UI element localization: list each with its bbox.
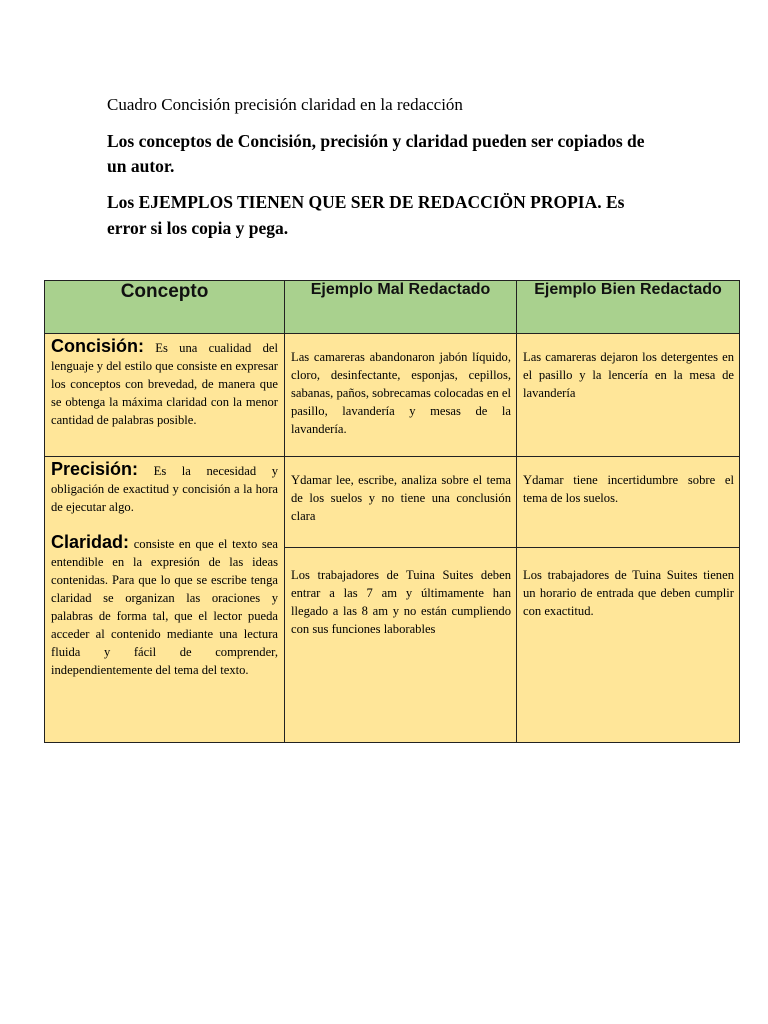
good-example-text: Ydamar tiene incertidumbre sobre el tema de los suelos.: [523, 473, 734, 505]
good-example-cell: [517, 548, 740, 743]
good-example-cell: [517, 457, 740, 548]
bad-example-text: Los trabajadores de Tuina Suites deben entrar a las 7 am y últimamente han llegado a las 8 am y no están cumpliendo con sus funciones laborables: [291, 568, 511, 636]
concepts-table: [44, 280, 740, 743]
header-concepto: Concepto: [45, 281, 285, 334]
table-header-row: [45, 281, 740, 334]
bad-example-cell: [285, 457, 517, 548]
concept-term: Precisión:: [51, 459, 139, 479]
good-example-text: Las camareras dejaron los detergentes en el pasillo y la lencería en la mesa de lavandería: [523, 350, 734, 400]
table-row: [45, 457, 740, 548]
concept-definition: Es la necesidad y obligación de exactitud y concisión a la hora de ejecutar algo.: [51, 464, 278, 514]
document-title: Cuadro Concisión precisión claridad en la redacción: [107, 95, 463, 114]
bad-example-text: Ydamar lee, escribe, analiza sobre el tema de los suelos y no tiene una conclusión clara: [291, 473, 511, 523]
note-concepts: Los conceptos de Concisión, precisión y claridad pueden ser copiados de un autor.: [107, 131, 645, 176]
table-row: [45, 334, 740, 457]
good-example-cell: [517, 334, 740, 457]
bad-example-text: Las camareras abandonaron jabón líquido, cloro, desinfectante, esponjas, cepillos, sabanas, paños, sobrecamas colocadas en el pasillo, lavandería y mesas de la lavandería.: [291, 350, 511, 436]
concept-cell-precision-claridad: [45, 457, 285, 743]
concept-term: Claridad:: [51, 532, 130, 552]
bad-example-cell: [285, 334, 517, 457]
concept-cell-concision: [45, 334, 285, 457]
concept-definition: Es una cualidad del lenguaje y del estilo que consiste en expresar los conceptos con brevedad, de manera que se obtenga la máxima claridad con la menor cantidad de palabras posible.: [51, 341, 278, 427]
concept-term: Concisión:: [51, 336, 144, 356]
header-mal-redactado: Ejemplo Mal Redactado: [285, 281, 517, 334]
concept-definition: consiste en que el texto sea entendible en la expresión de las ideas contenidas. Para que lo que se escribe tenga claridad se organizan las oraciones y palabras de forma tal, que el lector pueda acceder al contenido mediante una lectura fluida y fácil de comprender, independientemente del tema del texto.: [51, 537, 278, 677]
good-example-text: Los trabajadores de Tuina Suites tienen un horario de entrada que deben cumplir con exactitud.: [523, 568, 734, 618]
bad-example-cell: [285, 548, 517, 743]
header-bien-redactado: Ejemplo Bien Redactado: [517, 281, 740, 334]
note-examples: Los EJEMPLOS TIENEN QUE SER DE REDACCIÖN PROPIA. Es error si los copia y pega.: [107, 192, 625, 238]
